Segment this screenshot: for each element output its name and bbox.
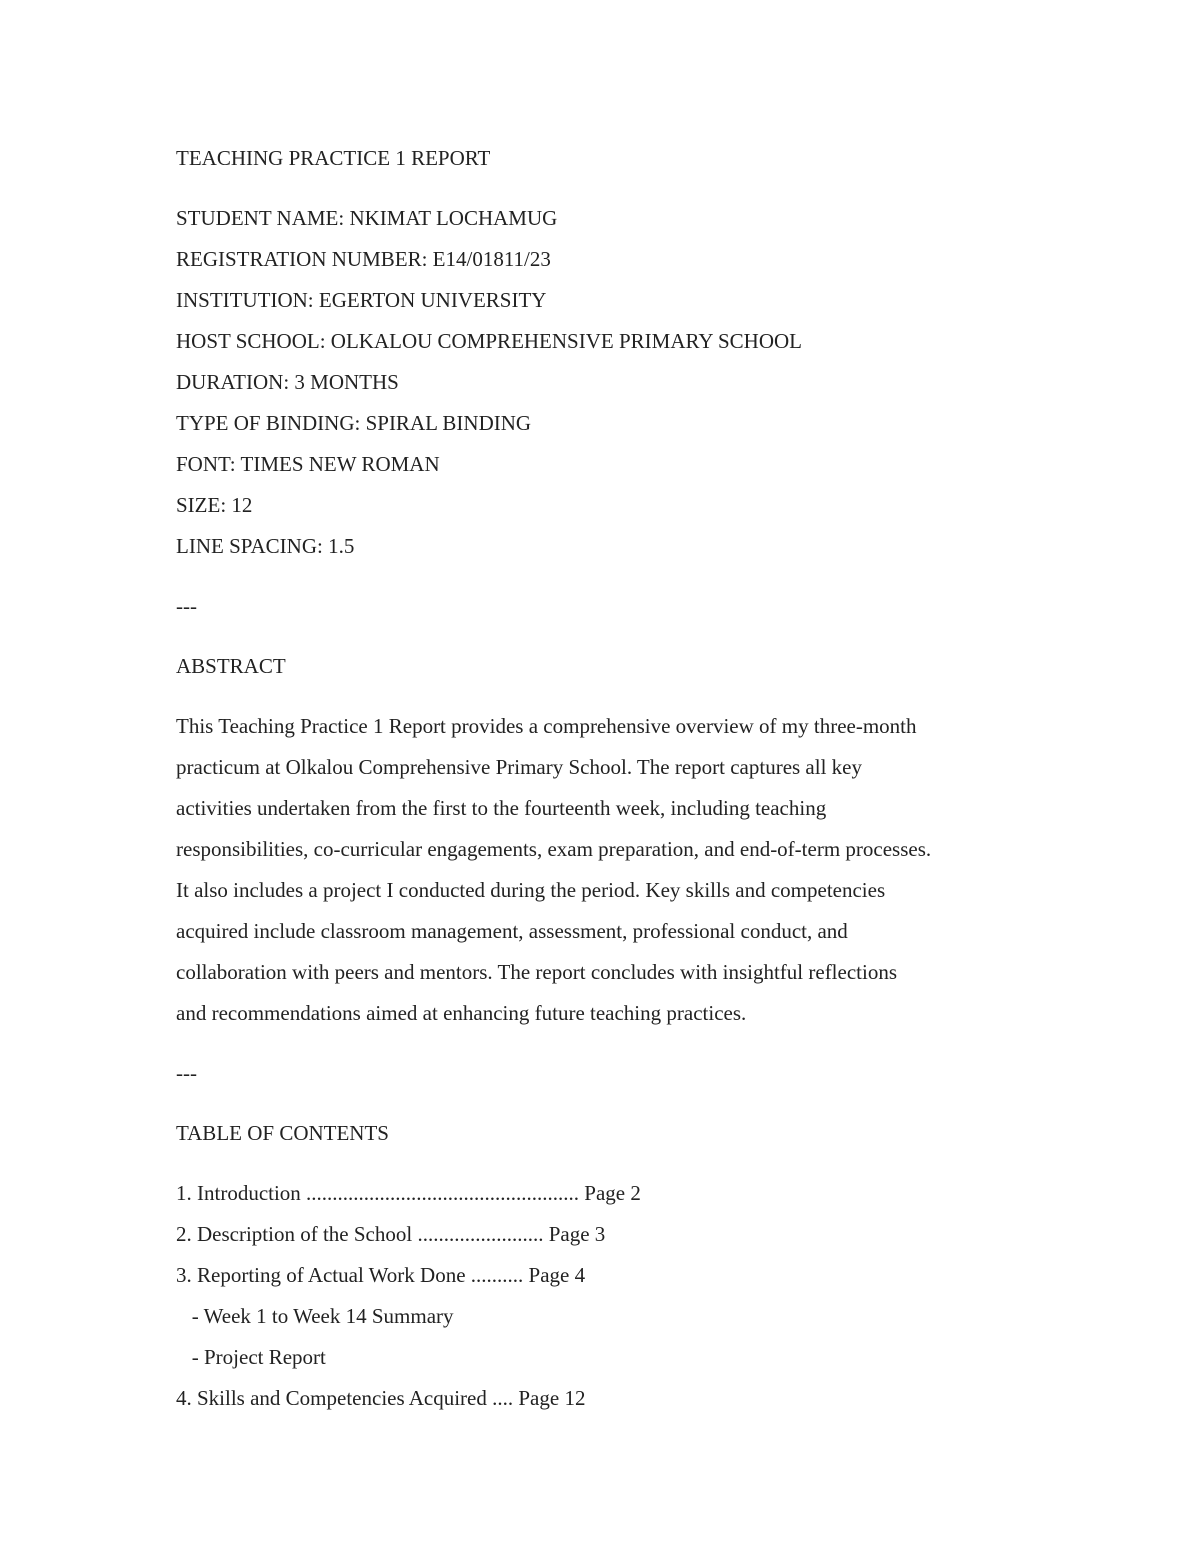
- report-details: [176, 198, 1056, 567]
- binding-type: TYPE OF BINDING: SPIRAL BINDING: [176, 411, 532, 435]
- abstract-line: acquired include classroom management, assessment, professional conduct, and: [176, 919, 848, 943]
- document-page: [176, 138, 1056, 1419]
- abstract-line: This Teaching Practice 1 Report provides a comprehensive overview of my three-month: [176, 714, 917, 738]
- registration-number: REGISTRATION NUMBER: E14/01811/23: [176, 247, 551, 271]
- report-title: TEACHING PRACTICE 1 REPORT: [176, 146, 491, 170]
- font-spec: FONT: TIMES NEW ROMAN: [176, 452, 440, 476]
- duration: DURATION: 3 MONTHS: [176, 370, 399, 394]
- toc-heading: TABLE OF CONTENTS: [176, 1121, 389, 1145]
- host-school: HOST SCHOOL: OLKALOU COMPREHENSIVE PRIMARY SCHOOL: [176, 329, 802, 353]
- toc-entry: 3. Reporting of Actual Work Done .......... Page 4: [176, 1263, 586, 1287]
- size-spec: SIZE: 12: [176, 493, 253, 517]
- toc-subentry: - Week 1 to Week 14 Summary: [176, 1304, 454, 1328]
- student-name: STUDENT NAME: NKIMAT LOCHAMUG: [176, 206, 558, 230]
- toc-entry: 2. Description of the School ........................ Page 3: [176, 1222, 606, 1246]
- abstract-line: and recommendations aimed at enhancing future teaching practices.: [176, 1001, 747, 1025]
- abstract-paragraph: [176, 706, 1056, 1034]
- abstract-heading: ABSTRACT: [176, 654, 286, 678]
- toc-entry: 4. Skills and Competencies Acquired .... Page 12: [176, 1386, 586, 1410]
- section-separator: ---: [176, 594, 197, 618]
- abstract-line: It also includes a project I conducted during the period. Key skills and competencies: [176, 878, 886, 902]
- abstract-line: practicum at Olkalou Comprehensive Primary School. The report captures all key: [176, 755, 862, 779]
- toc-entry: 1. Introduction .................................................... Page 2: [176, 1181, 641, 1205]
- abstract-line: collaboration with peers and mentors. The report concludes with insightful reflections: [176, 960, 898, 984]
- abstract-line: activities undertaken from the first to the fourteenth week, including teaching: [176, 796, 827, 820]
- table-of-contents: [176, 1173, 1056, 1419]
- line-spacing-spec: LINE SPACING: 1.5: [176, 534, 355, 558]
- toc-subentry: - Project Report: [176, 1345, 326, 1369]
- abstract-line: responsibilities, co-curricular engagements, exam preparation, and end-of-term processes.: [176, 837, 932, 861]
- institution: INSTITUTION: EGERTON UNIVERSITY: [176, 288, 547, 312]
- section-separator: ---: [176, 1061, 197, 1085]
